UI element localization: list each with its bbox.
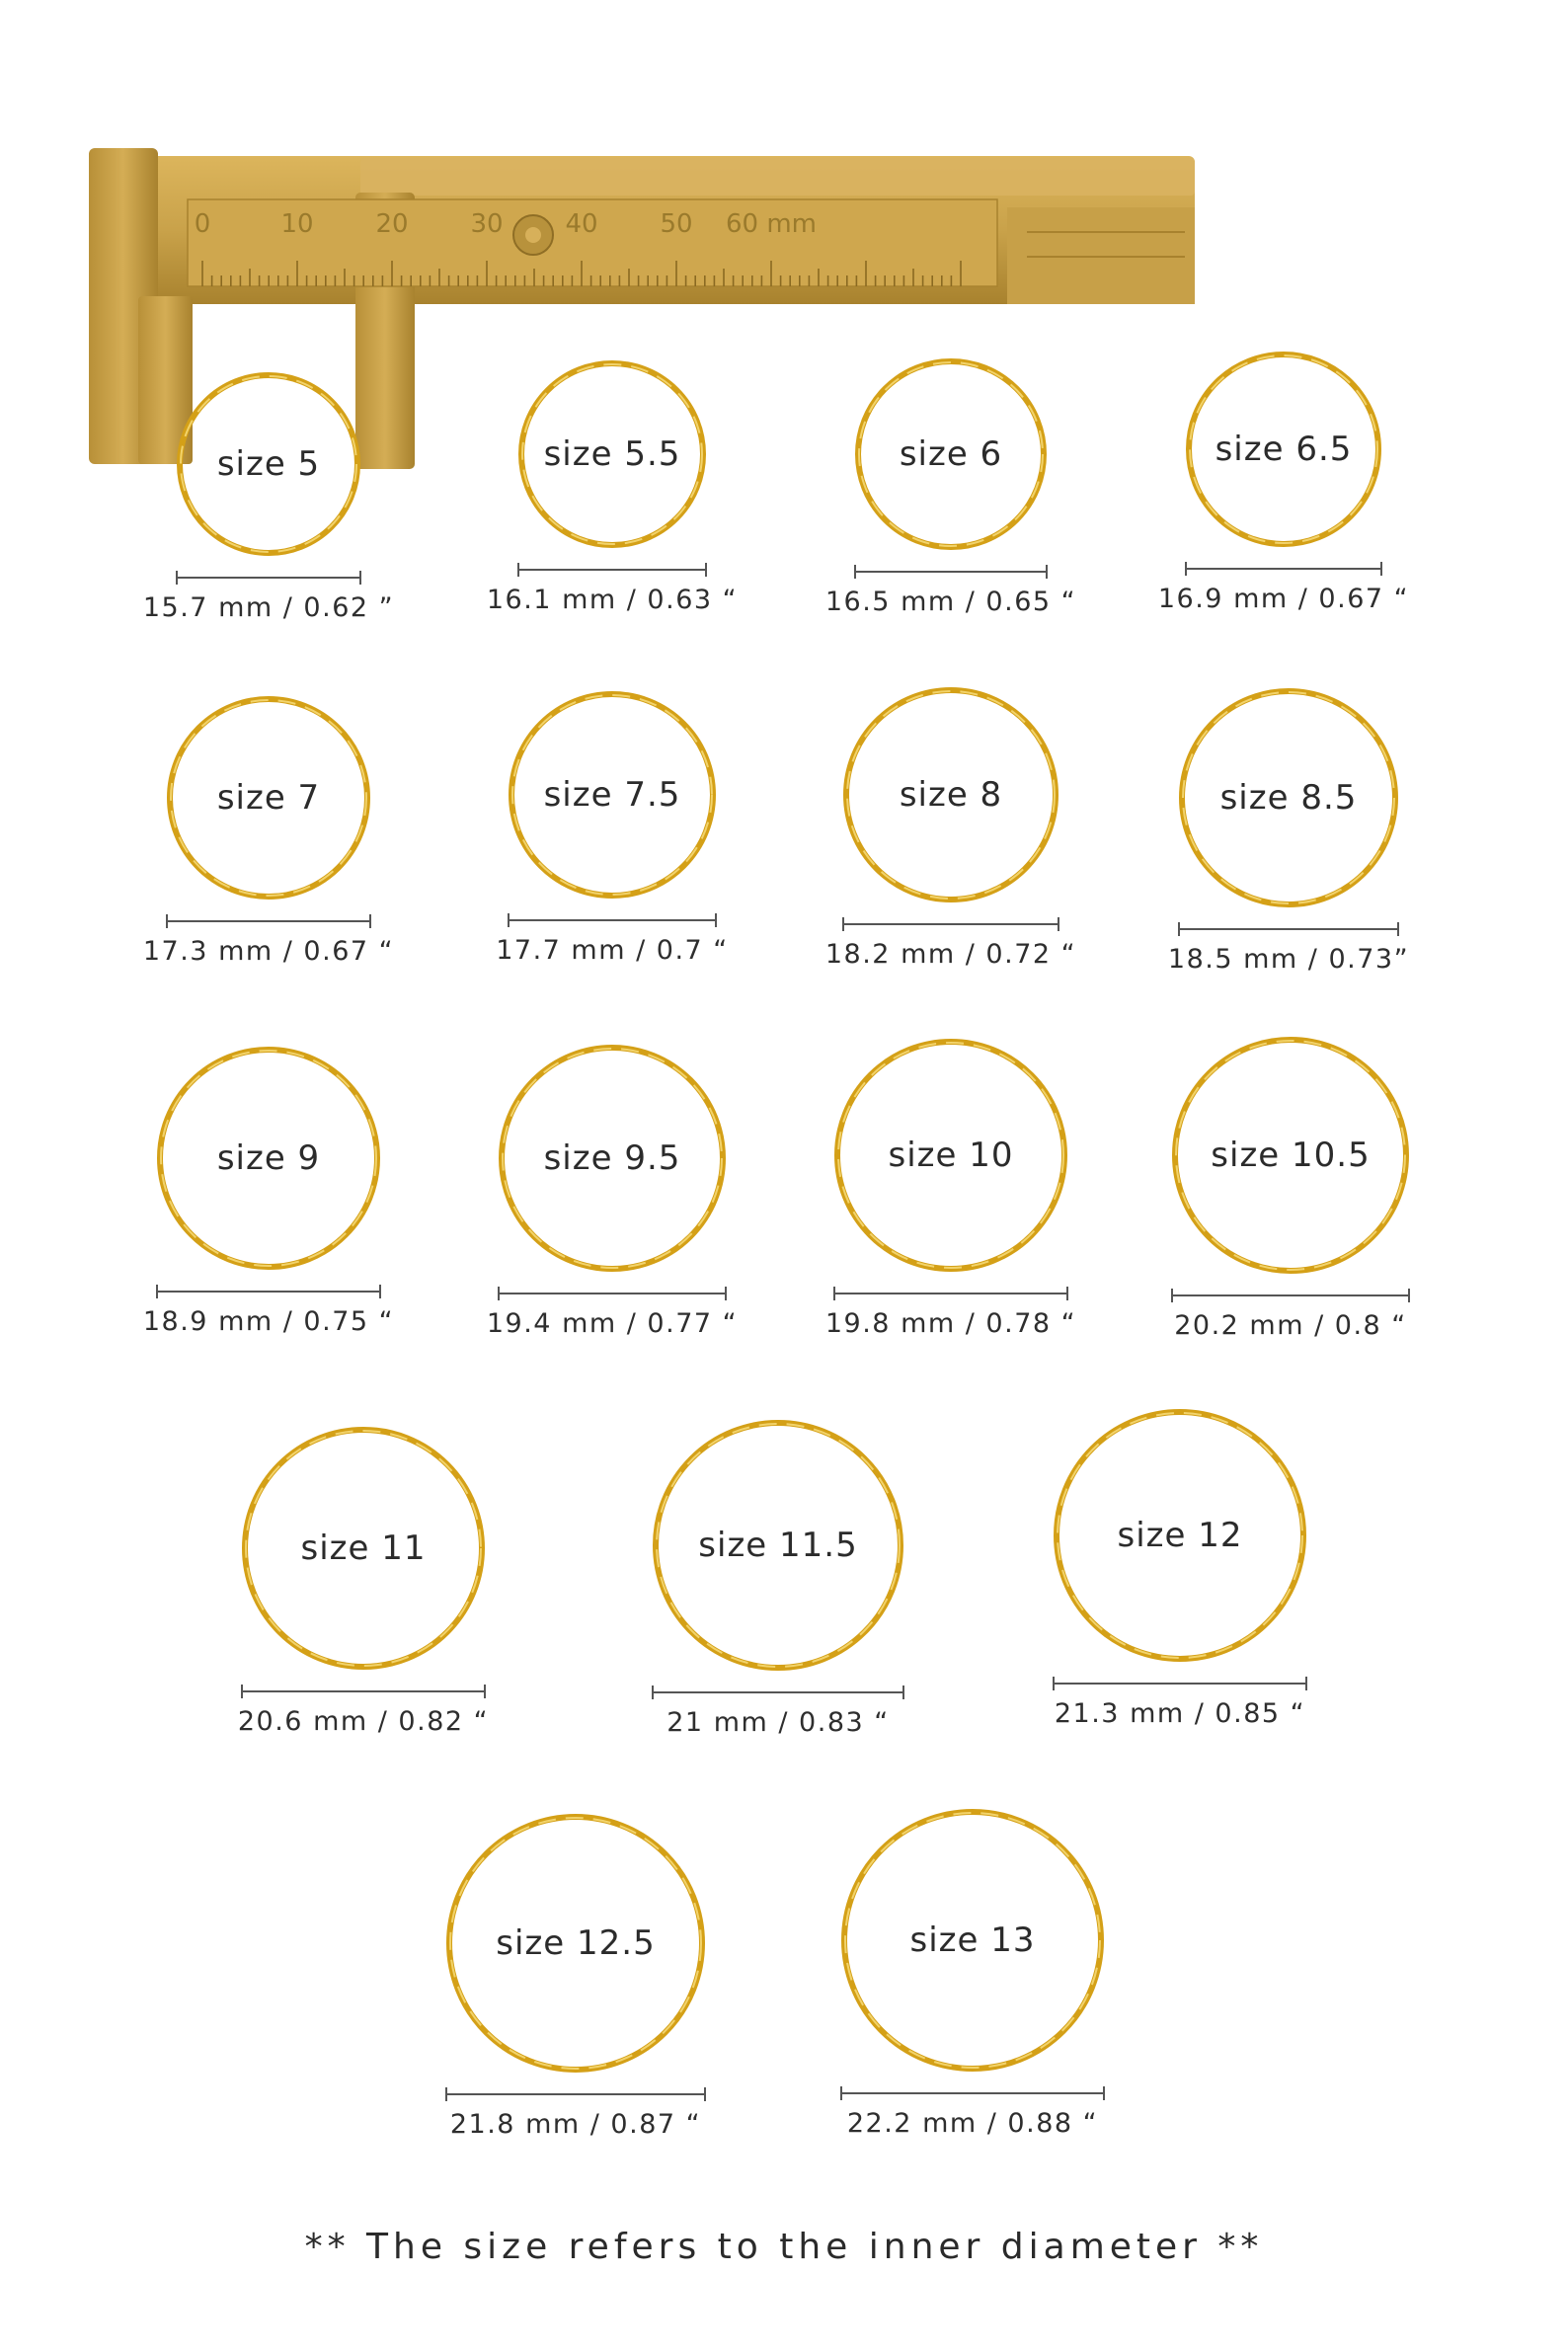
ring-size-label: size 10.5: [1211, 1136, 1371, 1175]
diameter-line: [1178, 922, 1399, 936]
ring-measurement: 18.5 mm / 0.73”: [1167, 944, 1410, 975]
ring-measurement: 20.6 mm / 0.82 “: [237, 1706, 490, 1737]
diameter-line: [445, 2087, 706, 2101]
ring-size-label: size 9.5: [543, 1138, 681, 1178]
ring-measurement: 17.3 mm / 0.67 “: [142, 936, 395, 967]
ring-measurement: 22.2 mm / 0.88 “: [846, 2108, 1099, 2139]
ring-size-label: size 11: [300, 1529, 427, 1568]
ring-measurement: 18.2 mm / 0.72 “: [824, 939, 1077, 970]
diameter-line: [833, 1287, 1068, 1300]
ring-measurement: 21 mm / 0.83 “: [666, 1707, 890, 1738]
diameter-line: [842, 917, 1059, 931]
ring-size-label: size 7: [216, 778, 321, 818]
diameter-line: [508, 913, 717, 927]
caliper-scale-label: 60 mm: [725, 209, 818, 239]
ring-size-label: size 7.5: [543, 775, 681, 815]
ring-size-label: size 12: [1117, 1516, 1243, 1555]
caliper-scale-label: 30: [470, 209, 504, 239]
ring-measurement: 16.1 mm / 0.63 “: [486, 585, 739, 615]
diameter-line: [854, 565, 1048, 579]
diameter-line: [176, 571, 361, 585]
ring-size-label: size 10: [888, 1136, 1014, 1175]
diameter-line: [517, 563, 707, 577]
caliper-scale-label: 0: [194, 209, 211, 239]
ring-measurement: 16.5 mm / 0.65 “: [824, 587, 1077, 617]
ring-measurement: 17.7 mm / 0.7 “: [496, 935, 729, 966]
diameter-line: [840, 2086, 1105, 2100]
ring-size-label: size 6: [899, 434, 1003, 474]
diameter-line: [156, 1285, 381, 1298]
diameter-line: [1185, 562, 1382, 576]
ring-measurement: 21.3 mm / 0.85 “: [1054, 1698, 1306, 1729]
ring-measurement: 15.7 mm / 0.62 ”: [142, 592, 395, 623]
ring-size-label: size 5.5: [543, 434, 681, 474]
caliper-scale-label: 40: [565, 209, 598, 239]
diameter-line: [241, 1685, 486, 1698]
caliper-scale-label: 50: [660, 209, 693, 239]
ring-measurement: 20.2 mm / 0.8 “: [1174, 1310, 1407, 1341]
ring-size-label: size 12.5: [496, 1923, 656, 1963]
caliper-scale-label: 20: [375, 209, 409, 239]
ring-size-label: size 11.5: [698, 1526, 858, 1565]
ring-size-label: size 13: [909, 1921, 1036, 1960]
ring-size-label: size 6.5: [1215, 430, 1353, 469]
diameter-line: [1171, 1289, 1410, 1302]
ring-size-label: size 5: [216, 444, 321, 484]
footnote: ** The size refers to the inner diameter **: [304, 2227, 1264, 2267]
ring-measurement: 19.4 mm / 0.77 “: [486, 1308, 739, 1339]
diameter-line: [652, 1686, 904, 1699]
diameter-line: [498, 1287, 727, 1300]
caliper-rail: [360, 158, 1195, 196]
diameter-line: [166, 914, 371, 928]
ring-measurement: 18.9 mm / 0.75 “: [142, 1306, 395, 1337]
ring-measurement: 16.9 mm / 0.67 “: [1157, 584, 1410, 614]
caliper-scale-label: 10: [280, 209, 314, 239]
ring-measurement: 19.8 mm / 0.78 “: [824, 1308, 1077, 1339]
ring-measurement: 21.8 mm / 0.87 “: [449, 2109, 702, 2140]
ring-size-label: size 8: [899, 775, 1003, 815]
ring-size-label: size 9: [216, 1138, 321, 1178]
diameter-line: [1053, 1677, 1307, 1690]
ring-size-label: size 8.5: [1219, 778, 1358, 818]
